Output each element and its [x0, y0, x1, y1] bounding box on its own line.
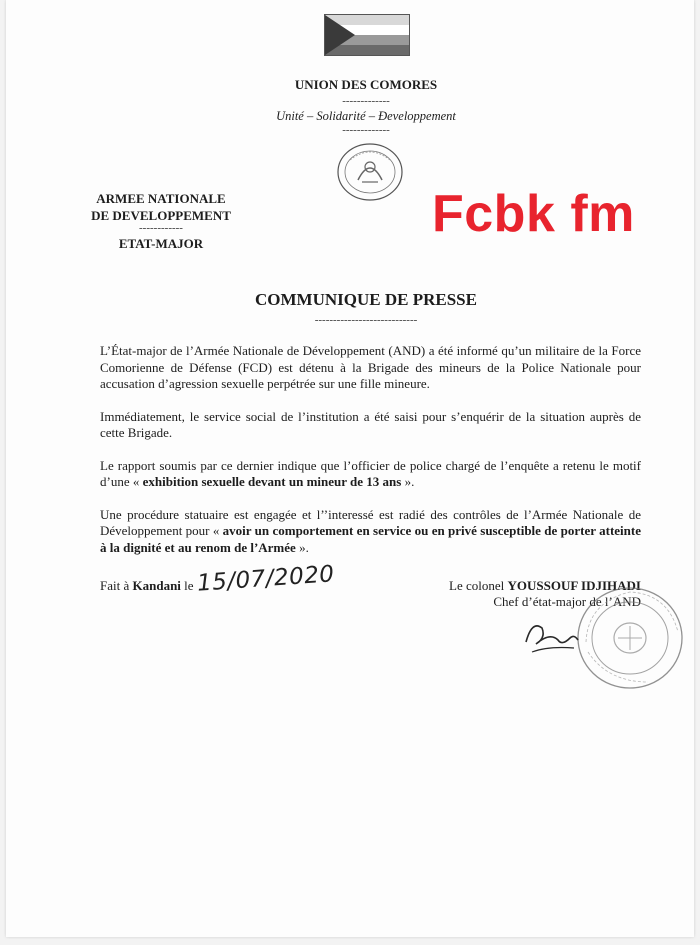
- signatory-name: YOUSSOUF IDJIHADI: [507, 578, 641, 593]
- issuer-line-2: DE DEVELOPPEMENT: [91, 208, 231, 223]
- title-underline: ----------------------------: [314, 314, 418, 326]
- signatory-name-line: Le colonel YOUSSOUF IDJIHADI: [449, 578, 641, 593]
- paragraph-4-emphasis: avoir un comportement en service ou en privé susceptible de porter atteinte à la dignité et au renom de l’Armée: [100, 523, 641, 555]
- paragraph-2: Immédiatement, le service social de l’institution a été saisi pour s’enquérir de la situation auprès de cette Brigade.: [100, 408, 641, 440]
- separator: -------------: [342, 124, 390, 136]
- separator: -------------: [342, 95, 390, 107]
- document-body: [100, 343, 641, 572]
- paragraph-3-emphasis: exhibition sexuelle devant un mineur de 13 ans: [142, 474, 402, 489]
- army-seal-icon: [336, 142, 404, 202]
- official-stamp-icon: [518, 582, 688, 702]
- watermark-text: Fcbk fm: [432, 185, 635, 243]
- paragraph-4: Une procédure statuaire est engagée et l’’interessé est radié des contrôles de l’Armée Nationale de Développement pour « avoir un comportement en service ou en privé susceptible de porter atteinte à la dignité et au renom de l’Armée ».: [100, 506, 641, 555]
- handwritten-date: 15/07/2020: [196, 561, 336, 597]
- separator: ------------: [139, 222, 183, 234]
- staff-label: ETAT-MAJOR: [118, 236, 204, 251]
- signatory-title: Chef d’état-major de l’AND: [493, 594, 641, 609]
- national-motto: Unité – Solidarité – Ɖeveloppement: [276, 109, 456, 123]
- issuer-line-1: ARMEE NATIONALE: [96, 191, 226, 206]
- comoros-flag-icon: [324, 14, 410, 56]
- place-name: Kandani: [132, 578, 181, 593]
- paragraph-3: Le rapport soumis par ce dernier indique que l’officier de police chargé de l’enquête a retenu le motif d’une « exhibition sexuelle devant un mineur de 13 ans ».: [100, 457, 641, 489]
- paragraph-1: L’État-major de l’Armée Nationale de Développement (AND) a été informé qu’un militaire de la Force Comorienne de Défense (FCD) est détenu à la Brigade des mineurs de la Police Nationale pour accusation d’agression sexuelle perpétrée sur une fille mineure.: [100, 343, 641, 391]
- document-title: COMMUNIQUE DE PRESSE: [255, 290, 477, 309]
- place-line: Fait à Kandani le: [100, 578, 194, 593]
- document-page: [6, 0, 694, 937]
- issuer-block: [66, 190, 256, 224]
- country-name: UNION DES COMORES: [294, 77, 438, 92]
